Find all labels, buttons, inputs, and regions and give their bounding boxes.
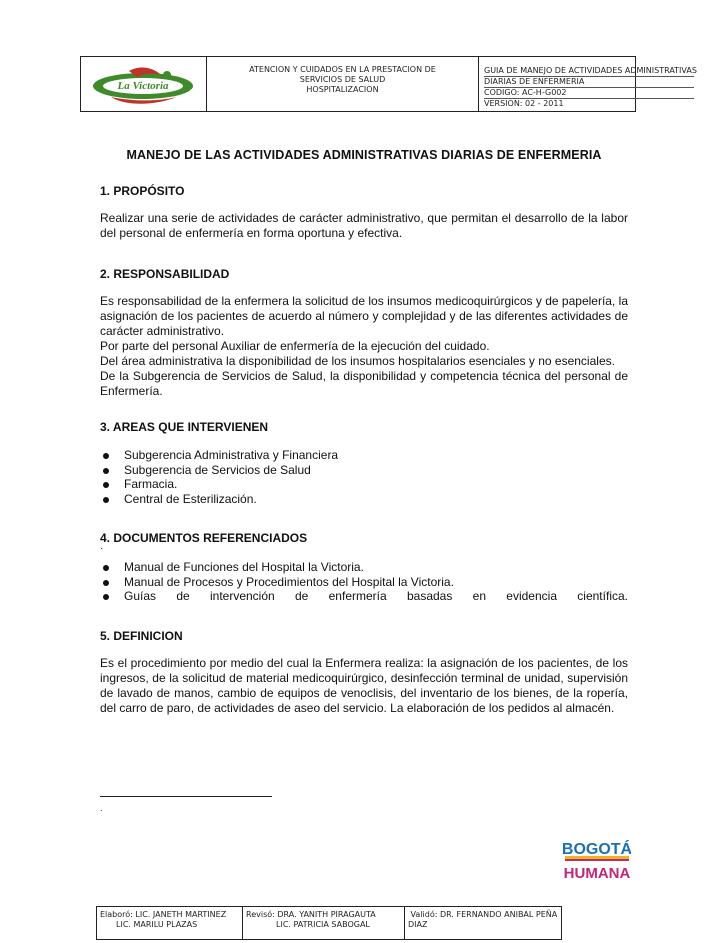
footer-reviso-line: Revisó: DRA. YANITH PIRAGAUTA	[246, 910, 376, 919]
list-item: Central de Esterilización.	[100, 492, 628, 507]
paragraph-line: Realizar una serie de actividades de carácter administrativo, que permitan el desarrollo de la labor	[100, 211, 628, 225]
header-right-line: GUIA DE MANEJO DE ACTIVIDADES ADMINISTRATIVAS	[484, 66, 697, 75]
list-item: Manual de Procesos y Procedimientos del Hospital la Victoria.	[100, 575, 628, 590]
footnote-separator	[100, 796, 272, 797]
list-item: Subgerencia de Servicios de Salud	[100, 463, 628, 478]
section-body-definition	[100, 656, 628, 716]
section-heading-responsibility: 2. RESPONSABILIDAD	[100, 267, 230, 281]
paragraph-line: Es responsabilidad de la enfermera la solicitud de los insumos medicoquirúrgicos y de papelería, la	[100, 294, 628, 308]
paragraph-line: carácter administrativo.	[100, 324, 225, 338]
list-item: Guías de intervención de enfermería basadas en evidencia científica.	[100, 589, 628, 604]
section-heading-areas: 3. AREAS QUE INTERVIENEN	[100, 420, 269, 434]
document-header	[80, 56, 697, 112]
paragraph-line: De la Subgerencia de Servicios de Salud, la disponibilidad y competencia técnica del personal de	[100, 369, 628, 383]
header-center-line: SERVICIOS DE SALUD	[299, 75, 386, 84]
list-item: Farmacia.	[100, 477, 628, 492]
paragraph-line: Por parte del personal Auxiliar de enfermería de la ejecución del cuidado.	[100, 339, 490, 353]
header-right-cell	[479, 57, 697, 111]
section-body-responsibility	[100, 294, 628, 399]
bogota-humana-logo	[563, 838, 631, 886]
footer-elaboro-line: Elaboró: LIC. JANETH MARTINEZ	[100, 910, 227, 919]
header-center-cell	[207, 57, 479, 111]
footer-reviso-line: LIC. PATRICIA SABOGAL	[276, 920, 370, 929]
section-heading-definition: 5. DEFINICION	[100, 629, 183, 643]
paragraph-line: de lavado de manos, cambio de equipos de venoclisis, del inventario de los bienes, de la ropería,	[100, 686, 628, 700]
bullet-icon	[103, 482, 109, 488]
section-heading-purpose: 1. PROPÓSITO	[100, 184, 185, 198]
footer-valido-cell	[405, 907, 561, 939]
section-heading-documents: 4. DOCUMENTOS REFERENCIADOS	[100, 531, 308, 545]
footer-valido-line: Validó: DR. FERNANDO ANIBAL PEÑA	[408, 910, 558, 919]
footer-elaboro-line: LIC. MARILU PLAZAS	[116, 920, 198, 929]
header-center-line: ATENCION Y CUIDADOS EN LA PRESTACION DE	[249, 65, 436, 74]
bullet-icon	[103, 565, 109, 571]
brand-line2: HUMANA	[563, 865, 631, 882]
header-center-line: HOSPITALIZACION	[306, 85, 379, 94]
bullet-icon	[103, 580, 109, 586]
documents-list	[100, 560, 628, 604]
section-body-purpose	[100, 211, 628, 241]
document-footer	[96, 906, 562, 940]
paragraph-line: del carro de paro, de actividades de aseo del servicio. La elaboración de los pedidos al almacén.	[100, 701, 615, 715]
footer-elaboro-cell	[97, 907, 243, 939]
header-right-line: CODIGO: AC-H-G002	[484, 88, 694, 99]
bullet-icon	[103, 468, 109, 474]
hospital-logo	[81, 57, 207, 113]
paragraph-line: Enfermería.	[100, 384, 163, 398]
paragraph-line: Es el procedimiento por medio del cual la Enfermera realiza: la asignación de los pacientes, de los	[100, 656, 628, 670]
stray-mark: ·	[100, 543, 104, 554]
bullet-icon	[103, 497, 109, 503]
list-item: Manual de Funciones del Hospital la Victoria.	[100, 560, 628, 575]
paragraph-line: ingresos, de la solicitud de material medicoquirúrgico, desinfección terminal de unidad, supervisión	[100, 671, 628, 685]
bullet-icon	[103, 594, 109, 600]
logo-text: La Victoria	[117, 80, 169, 92]
header-logo-cell	[81, 57, 207, 111]
document-title: MANEJO DE LAS ACTIVIDADES ADMINISTRATIVAS DIARIAS DE ENFERMERIA	[126, 148, 602, 162]
paragraph-line: Del área administrativa la disponibilidad de los insumos hospitalarios esenciales y no esenciales.	[100, 354, 615, 368]
paragraph-line: del personal de enfermería en forma oportuna y efectiva.	[100, 226, 403, 240]
footer-valido-line: DIAZ	[408, 920, 428, 929]
footnote-mark: .	[100, 803, 103, 813]
list-item: Subgerencia Administrativa y Financiera	[100, 448, 628, 463]
areas-list	[100, 448, 628, 506]
header-right-line: VERSION: 02 - 2011	[484, 99, 564, 108]
footer-reviso-cell	[243, 907, 405, 939]
bullet-icon	[103, 453, 109, 459]
header-right-line: DIARIAS DE ENFERMERIA	[484, 77, 694, 88]
paragraph-line: asignación de los pacientes de acuerdo al número y complejidad y de las diferentes actividades de	[100, 309, 628, 323]
brand-line1: BOGOTÁ	[563, 841, 631, 858]
